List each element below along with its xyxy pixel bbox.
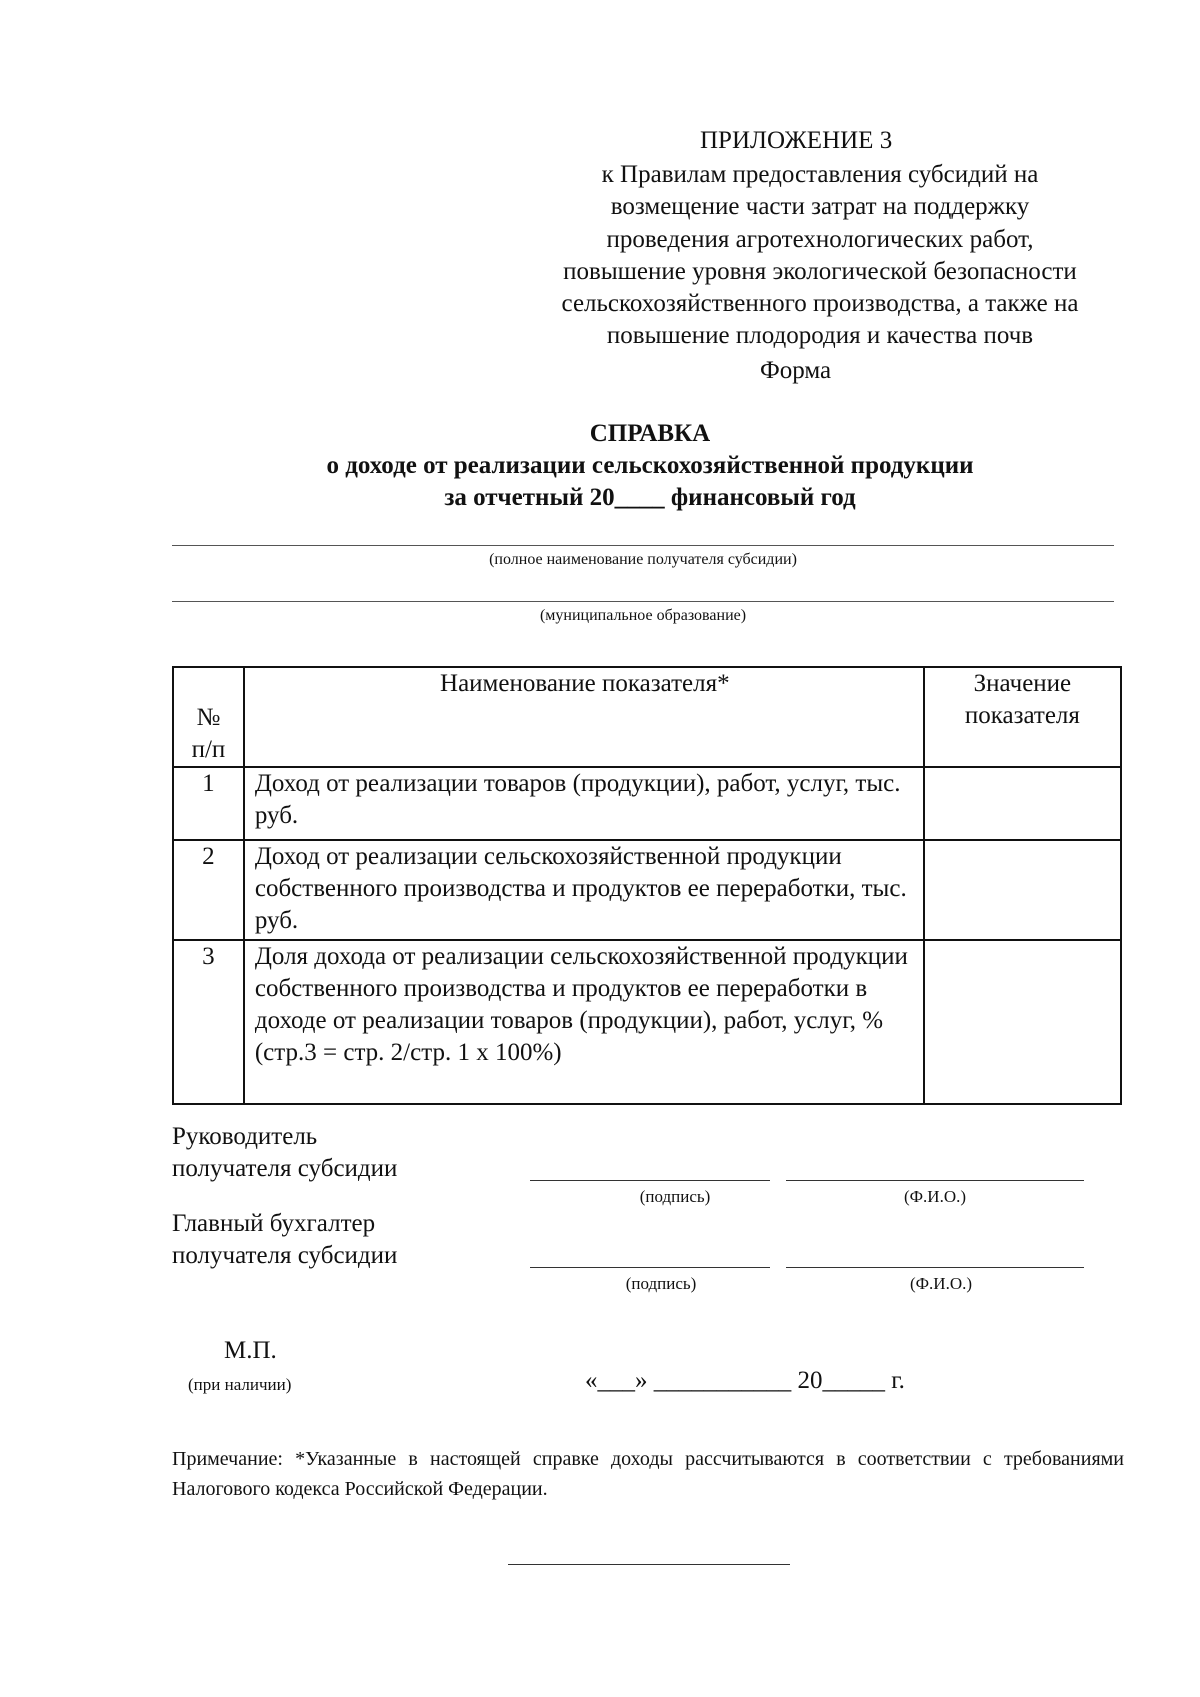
document-title-block (175, 418, 1125, 514)
date-field[interactable]: «___» ___________ 20_____ г. (585, 1367, 905, 1394)
document-subtitle: о доходе от реализации сельскохозяйственной продукции (326, 452, 974, 479)
row-number: 3 (173, 940, 244, 1104)
row-value-cell[interactable] (924, 940, 1121, 1104)
header-value-label-2: показателя (964, 702, 1080, 729)
head-signature-caption: (подпись) (639, 1187, 711, 1206)
head-signature-label (172, 1121, 572, 1185)
head-name-line[interactable] (786, 1180, 1084, 1181)
row-indicator-name: Доход от реализации товаров (продукции), работ, услуг, тыс. руб. (244, 767, 924, 840)
header-value-label-1: Значение (973, 670, 1072, 697)
appendix-line: сельскохозяйственного производства, а также на (561, 290, 1079, 318)
accountant-signature-caption: (подпись) (625, 1274, 697, 1293)
row-number: 2 (173, 840, 244, 940)
stamp-label: М.П. (224, 1337, 277, 1364)
appendix-description (500, 159, 1140, 353)
appendix-line: к Правилам предоставления субсидий на (601, 161, 1039, 188)
header-value-cell (924, 667, 1121, 767)
municipality-line[interactable] (172, 601, 1114, 602)
row-indicator-name: Доход от реализации сельскохозяйственной продукции собственного производства и продуктов ее переработки, тыс. руб. (244, 840, 924, 940)
accountant-signature-line[interactable] (530, 1267, 770, 1268)
table-header-row (173, 667, 1121, 767)
header-number-abbr: п/п (191, 736, 226, 763)
appendix-title: ПРИЛОЖЕНИЕ 3 (700, 127, 893, 154)
indicators-table (172, 666, 1122, 1105)
reporting-year-line: за отчетный 20____ финансовый год (444, 484, 856, 511)
appendix-line: повышение уровня экологической безопасности (563, 257, 1077, 285)
header-name-label: Наименование показателя* (440, 670, 730, 697)
recipient-name-line[interactable] (172, 545, 1114, 546)
header-number-symbol: № (196, 704, 221, 731)
row-value-cell[interactable] (924, 767, 1121, 840)
municipality-caption: (муниципальное образование) (539, 607, 747, 624)
head-title: Руководитель (172, 1123, 318, 1150)
accountant-title-recipient: получателя субсидии (172, 1242, 398, 1269)
form-label: Форма (760, 357, 832, 384)
stamp-note: (при наличии) (188, 1375, 292, 1394)
header-name-cell (244, 667, 924, 767)
appendix-line: возмещение части затрат на поддержку (610, 193, 1030, 221)
table-row (173, 767, 1121, 840)
bottom-divider (508, 1564, 790, 1565)
row-value-cell[interactable] (924, 840, 1121, 940)
document-title: СПРАВКА (589, 420, 711, 447)
table-row (173, 940, 1121, 1104)
head-signature-line[interactable] (530, 1180, 770, 1181)
accountant-title: Главный бухгалтер (172, 1210, 376, 1237)
accountant-name-caption: (Ф.И.О.) (909, 1274, 973, 1293)
table-row (173, 840, 1121, 940)
accountant-name-line[interactable] (786, 1267, 1084, 1268)
appendix-line: проведения агротехнологических работ, (606, 225, 1034, 253)
row-number: 1 (173, 767, 244, 840)
header-number-cell (173, 667, 244, 767)
recipient-name-caption: (полное наименование получателя субсидии) (489, 551, 797, 568)
accountant-signature-label (172, 1208, 572, 1272)
head-title-recipient: получателя субсидии (172, 1155, 398, 1182)
head-name-caption: (Ф.И.О.) (903, 1187, 967, 1206)
appendix-line: повышение плодородия и качества почв (606, 322, 1034, 350)
row-indicator-name: Доля дохода от реализации сельскохозяйственной продукции собственного производства и продуктов ее переработки в доходе от реализации товаров (продукции), работ, услуг, % (стр.3 = стр. 2/стр. 1 х 100%) (244, 940, 924, 1104)
footnote: Примечание: *Указанные в настоящей справке доходы рассчитываются в соответствии с требованиями Налогового кодекса Российской Федерации. (172, 1448, 1124, 1500)
